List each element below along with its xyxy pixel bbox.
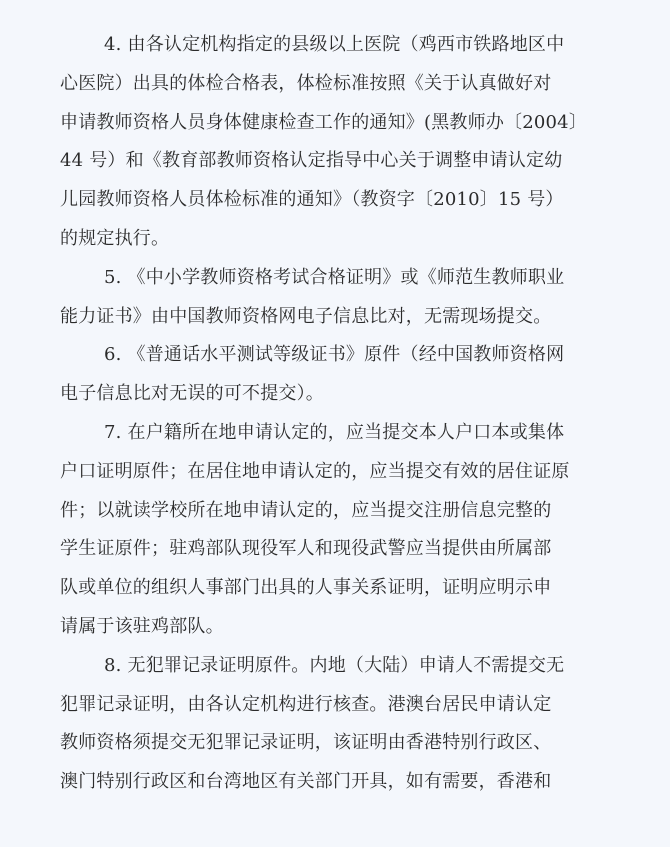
item-4-line-5: 儿园教师资格人员体检标准的通知》（教资字〔2010〕15 号） xyxy=(60,189,564,211)
item-4-line-1: 4. 由各认定机构指定的县级以上医院（鸡西市铁路地区中 xyxy=(104,34,565,55)
item-7-line-3: 件；以就读学校所在地申请认定的，应当提交注册信息完整的 xyxy=(60,499,552,521)
item-8-line-4: 澳门特别行政区和台湾地区有关部门开具，如有需要，香港和 xyxy=(60,771,552,793)
item-5-line-2: 能力证书》由中国教师资格网电子信息比对，无需现场提交。 xyxy=(60,305,552,327)
item-7-line-4: 学生证原件；驻鸡部队现役军人和现役武警应当提供由所属部 xyxy=(60,538,552,560)
document-body xyxy=(60,26,640,802)
item-8-line-1: 8. 无犯罪记录证明原件。内地（大陆）申请人不需提交无 xyxy=(104,654,565,676)
item-4-line-4: 44 号）和《教育部教师资格认定指导中心关于调整申请认定幼 xyxy=(60,150,563,172)
item-7-line-5: 队或单位的组织人事部门出具的人事关系证明，证明应明示申 xyxy=(60,577,552,599)
item-4-line-2: 心医院）出具的体检合格表，体检标准按照《关于认真做好对 xyxy=(60,72,552,94)
item-4-line-3: 申请教师资格人员身体健康检查工作的通知》(黑教师办〔2004〕 xyxy=(60,111,588,133)
item-5-line-1: 5. 《中小学教师资格考试合格证明》或《师范生教师职业 xyxy=(104,266,565,288)
item-8-line-3: 教师资格须提交无犯罪记录证明，该证明由香港特别行政区、 xyxy=(60,732,552,754)
item-6-line-2: 电子信息比对无误的可不提交）。 xyxy=(60,383,324,405)
item-7-line-6: 请属于该驻鸡部队。 xyxy=(60,615,224,637)
item-8-line-2: 犯罪记录证明，由各认定机构进行核查。港澳台居民申请认定 xyxy=(60,693,552,715)
item-4-line-6: 的规定执行。 xyxy=(60,227,170,249)
item-6-line-1: 6. 《普通话水平测试等级证书》原件（经中国教师资格网 xyxy=(104,344,565,366)
item-7-line-1: 7. 在户籍所在地申请认定的，应当提交本人户口本或集体 xyxy=(104,421,565,443)
item-7-line-2: 户口证明原件；在居住地申请认定的，应当提交有效的居住证原 xyxy=(60,460,570,482)
